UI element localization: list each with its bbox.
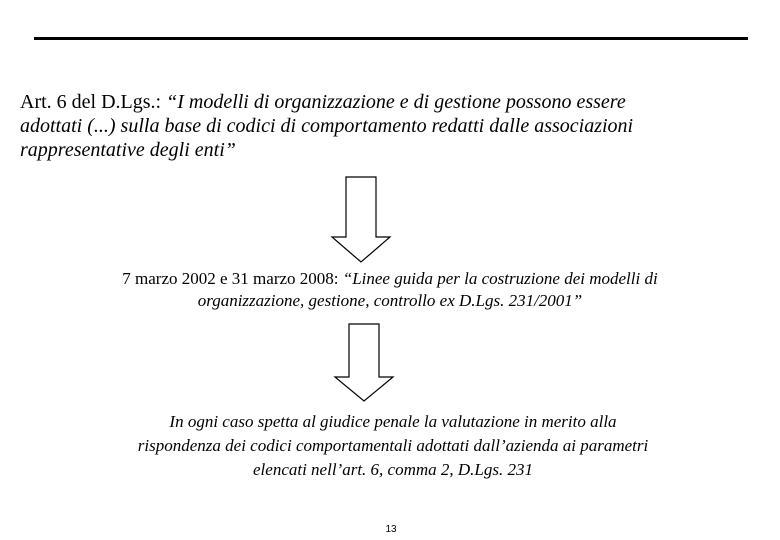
article-quote	[20, 90, 772, 162]
article-quote-line-1	[20, 90, 772, 114]
page-number: 13	[385, 524, 397, 535]
article-quote-line-2: adottati (...) sulla base di codici di comportamento redatti dalle associazioni	[20, 115, 634, 137]
down-arrow-icon	[330, 176, 392, 264]
article-quote-start: “I modelli di organizzazione e di gestione possono essere	[166, 91, 626, 113]
guidelines-text	[0, 268, 780, 312]
conclusion-line-2: rispondenza dei codici comportamentali adottati dall’azienda ai parametri	[137, 436, 649, 455]
conclusion-line-3: elencati nell’art. 6, comma 2, D.Lgs. 231	[253, 460, 533, 479]
article-reference: Art. 6 del D.Lgs.:	[20, 91, 167, 113]
guidelines-title-start: “Linee guida per la costruzione dei modelli di	[342, 269, 658, 288]
article-quote-line-3: rappresentative degli enti”	[20, 139, 236, 161]
top-rule	[34, 37, 748, 40]
guidelines-line-1	[0, 268, 780, 290]
conclusion-text	[0, 410, 780, 482]
conclusion-line-1: In ogni caso spetta al giudice penale la valutazione in merito alla	[169, 412, 617, 431]
guidelines-dates: 7 marzo 2002 e 31 marzo 2008:	[122, 269, 343, 288]
down-arrow-icon	[333, 323, 395, 403]
guidelines-line-2: organizzazione, gestione, controllo ex D.Lgs. 231/2001”	[197, 291, 583, 310]
